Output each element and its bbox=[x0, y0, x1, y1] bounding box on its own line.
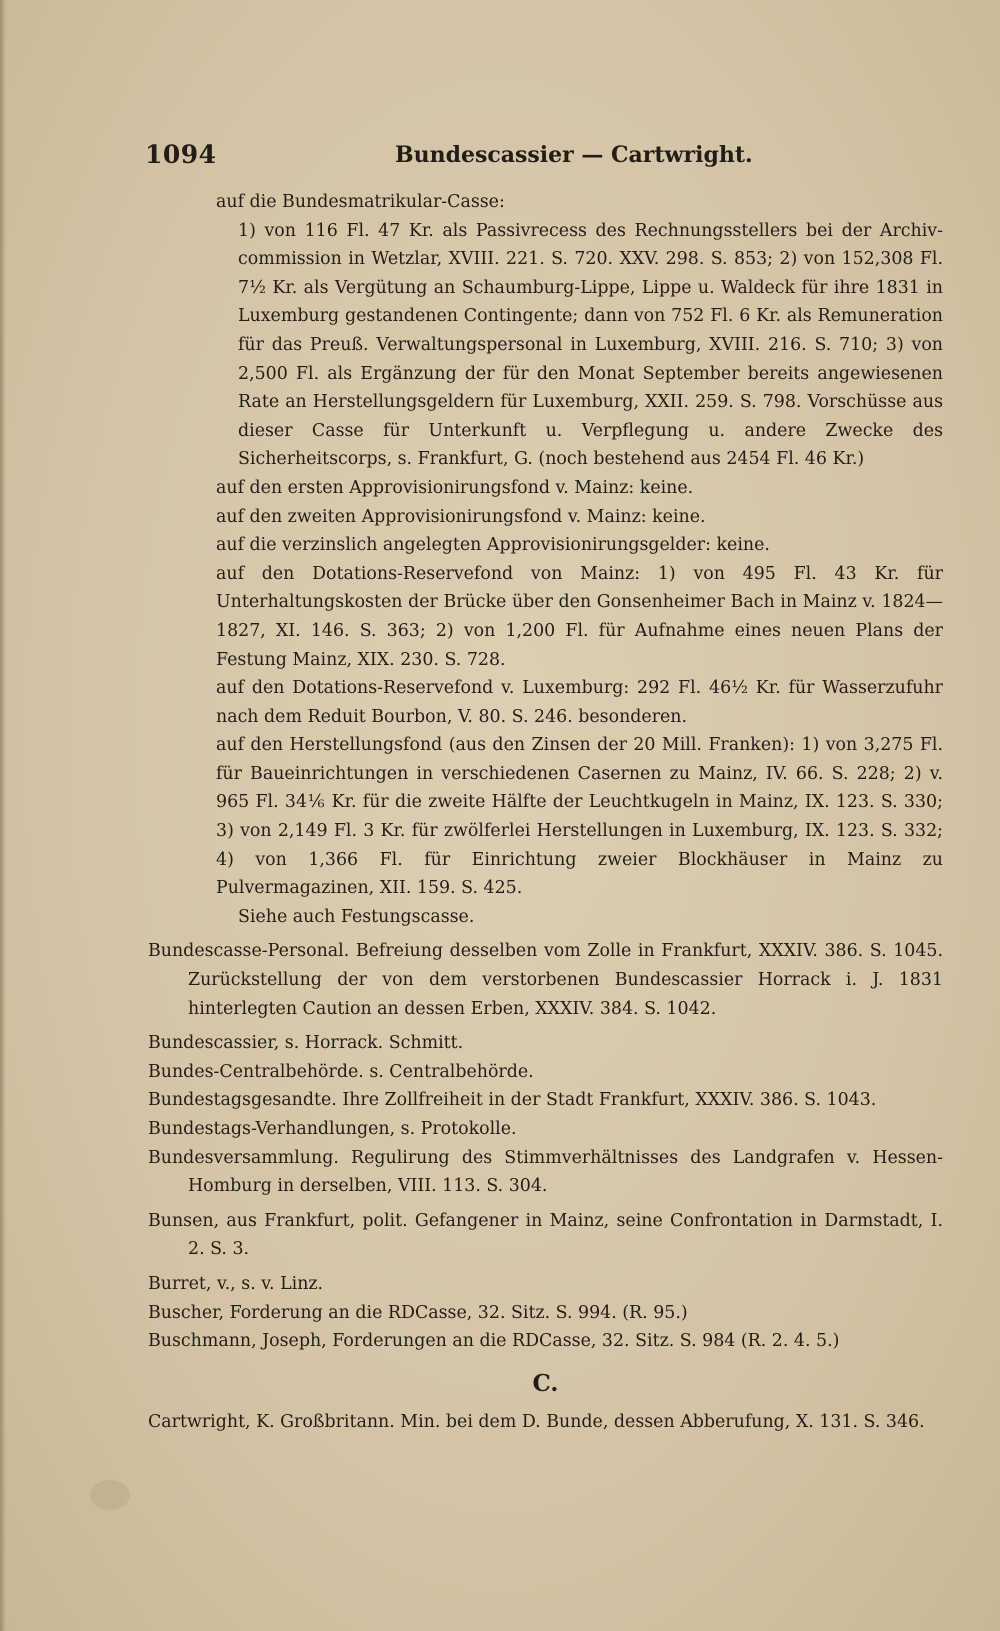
index-entry: auf den zweiten Approvisionirungsfond v. Mainz: keine. bbox=[216, 506, 706, 527]
running-head: Bundescassier — Cartwright. bbox=[395, 142, 753, 168]
index-entry: auf den Dotations-Reservefond von Mainz: 1) von 495 Fl. 43 Kr. für Unterhaltungskosten der Brücke über den Gonsenheimer Bach in Mainz v. 1824—1827, XI. 146. S. 363; 2) von 1,200 Fl. für Aufnahme eines neuen Plans der Festung Mainz, XIX. 230. S. 728. bbox=[216, 563, 943, 670]
index-content bbox=[148, 188, 943, 1437]
index-entry: auf den ersten Approvisionirungsfond v. Mainz: keine. bbox=[216, 477, 694, 498]
index-entry: Bundesversammlung. Regulirung des Stimmverhältnisses des Landgrafen v. Hessen-Homburg in derselben, VIII. 113. S. 304. bbox=[148, 1147, 943, 1197]
index-entry: auf den Dotations-Reservefond v. Luxemburg: 292 Fl. 46½ Kr. für Wasserzufuhr nach dem Reduit Bourbon, V. 80. S. 246. besonderen. bbox=[216, 678, 943, 727]
index-entry: auf den Herstellungsfond (aus den Zinsen der 20 Mill. Franken): 1) von 3,275 Fl. für Baueinrichtungen in verschiedenen Casernen zu Mainz, IV. 66. S. 228; 2) v. 965 Fl. 34⅙ Kr. für die zweite Hälfte der Leuchtkugeln in Mainz, IX. 123. S. 330; 3) von 2,149 Fl. 3 Kr. für zwölferlei Herstellungen in Luxemburg, IX. 123. S. 332; 4) von 1,366 Fl. für Einrichtung zweier Blockhäuser in Mainz zu Pulvermagazinen, XII. 159. S. 425. bbox=[216, 735, 943, 899]
index-entry: Bundestagsgesandte. Ihre Zollfreiheit in der Stadt Frankfurt, XXXIV. 386. S. 1043. bbox=[148, 1090, 877, 1111]
index-entry: auf die verzinslich angelegten Approvisionirungsgelder: keine. bbox=[216, 535, 770, 556]
index-entry: Buscher, Forderung an die RDCasse, 32. Sitz. S. 994. (R. 95.) bbox=[148, 1302, 688, 1323]
index-entry: 1) von 116 Fl. 47 Kr. als Passivrecess des Rechnungsstellers bei der Archiv-commission in Wetzlar, XVIII. 221. S. 720. XXV. 298. S. 853; 2) von 152,308 Fl. 7½ Kr. als Vergütung an Schaumburg-Lippe, Lippe u. Waldeck für ihre 1831 in Luxemburg gestandenen Contingente; dann von 752 Fl. 6 Kr. als Remuneration für das Preuß. Verwaltungspersonal in Luxemburg, XVIII. 216. S. 710; 3) von 2,500 Fl. als Ergänzung der für den Monat September bereits angewiesenen Rate an Herstellungsgeldern für Luxemburg, XXII. 259. S. 798. Vorschüsse aus dieser Casse für Unterkunft u. Verpflegung u. andere Zwecke des Sicherheitscorps, s. Frankfurt, G. (noch bestehend aus 2454 Fl. 46 Kr.) bbox=[238, 220, 943, 470]
page-number: 1094 bbox=[145, 140, 217, 169]
index-entry: Bundes-Centralbehörde. s. Centralbehörde. bbox=[148, 1061, 534, 1082]
index-entry: Bundescasse-Personal. Befreiung desselben vom Zolle in Frankfurt, XXXIV. 386. S. 1045. Zurückstellung der von dem verstorbenen Bundescassier Horrack i. J. 1831 hinterlegten Caution an dessen Erben, XXXIV. 384. S. 1042. bbox=[148, 941, 943, 1019]
index-entry: Bundescassier, s. Horrack. Schmitt. bbox=[148, 1033, 464, 1054]
index-entry: Burret, v., s. v. Linz. bbox=[148, 1273, 324, 1294]
page-spine-shadow bbox=[0, 0, 6, 1631]
section-letter-heading: C. bbox=[532, 1369, 559, 1397]
index-entry: auf die Bundesmatrikular-Casse: bbox=[216, 192, 505, 212]
index-entry-final: Cartwright, K. Großbritann. Min. bei dem D. Bunde, dessen Abberufung, X. 131. S. 346. bbox=[148, 1412, 925, 1433]
index-entry: Siehe auch Festungscasse. bbox=[238, 906, 475, 927]
index-entry: Buschmann, Joseph, Forderungen an die RDCasse, 32. Sitz. S. 984 (R. 2. 4. 5.) bbox=[148, 1331, 840, 1352]
index-entry: Bunsen, aus Frankfurt, polit. Gefangener in Mainz, seine Confrontation in Darmstadt, I. 2. S. 3. bbox=[148, 1210, 943, 1260]
index-entry: Bundestags-Verhandlungen, s. Protokolle. bbox=[148, 1119, 517, 1139]
paper-stain bbox=[90, 1480, 130, 1510]
page-header bbox=[145, 140, 945, 176]
